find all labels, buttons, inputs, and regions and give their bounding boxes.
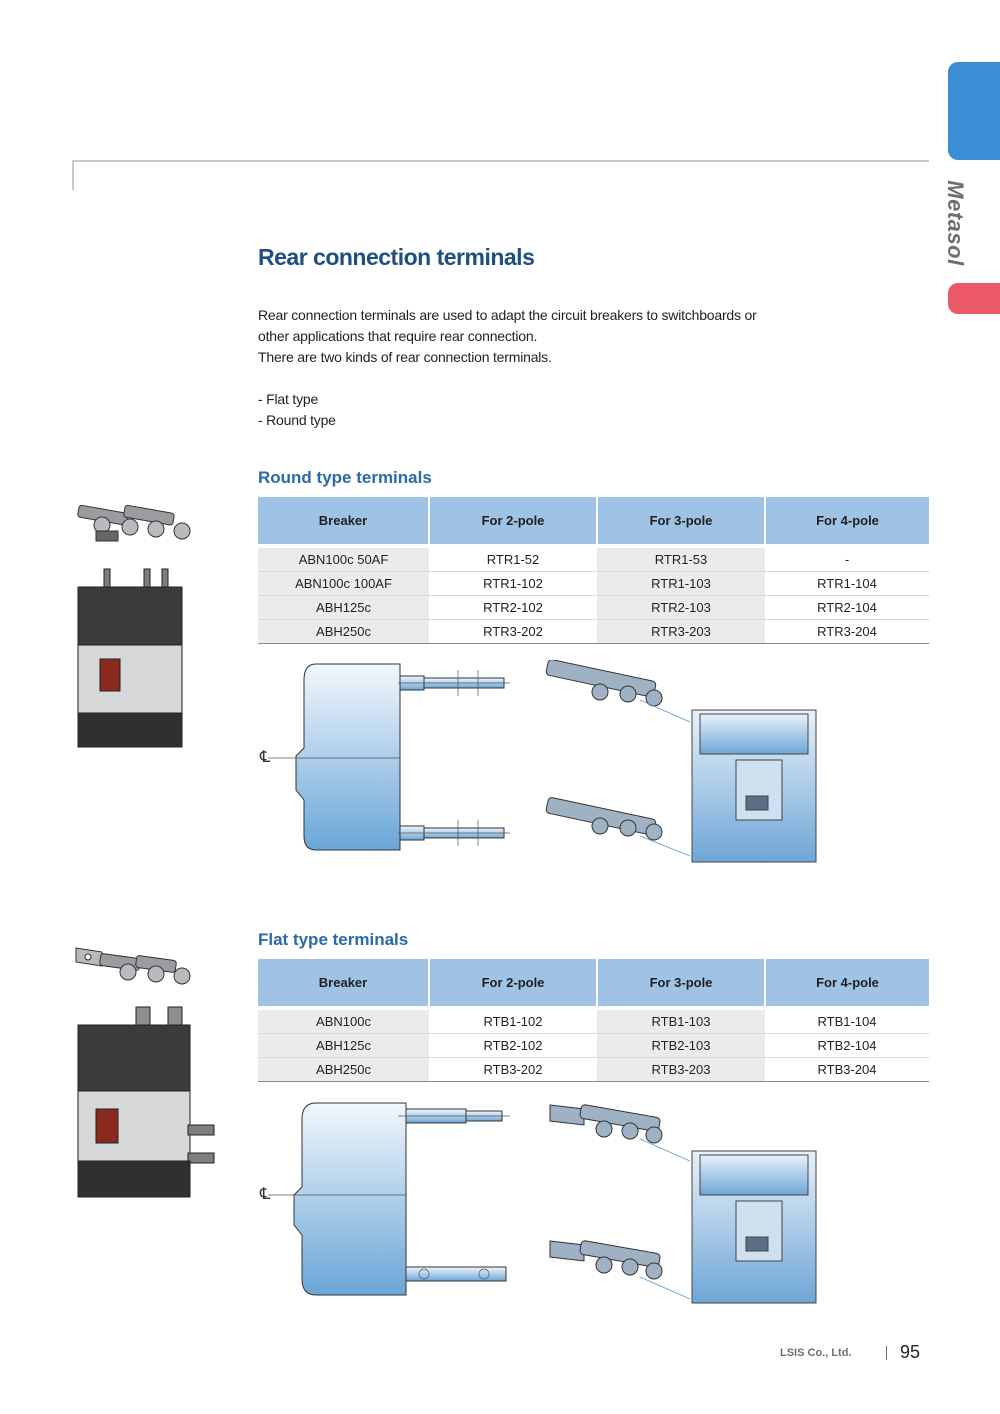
intro-line: There are two kinds of rear connection terminals. xyxy=(258,349,552,365)
flat-breaker-image xyxy=(76,1005,218,1200)
cell: RTB1-104 xyxy=(765,1010,929,1034)
header-3pole: For 3-pole xyxy=(597,497,765,544)
table-header-row xyxy=(258,497,929,544)
round-heading: Round type terminals xyxy=(258,468,432,487)
intro-line: Rear connection terminals are used to adapt the circuit breakers to switchboards or xyxy=(258,307,757,323)
cell: ABN100c 100AF xyxy=(258,572,429,596)
cell: RTR3-203 xyxy=(597,620,765,644)
header-breaker: Breaker xyxy=(258,959,429,1006)
round-table xyxy=(258,497,929,644)
intro-spacer xyxy=(258,368,818,389)
cell: RTR3-202 xyxy=(429,620,597,644)
table-row xyxy=(258,1010,929,1034)
cell: RTR1-103 xyxy=(597,572,765,596)
cell: ABN100c 50AF xyxy=(258,548,429,572)
table-row xyxy=(258,596,929,620)
cell: - xyxy=(765,548,929,572)
header-4pole: For 4-pole xyxy=(765,497,929,544)
round-exploded-view xyxy=(540,660,840,870)
side-tab-red xyxy=(948,283,1000,314)
flat-table xyxy=(258,959,929,1082)
type-list-item: - Round type xyxy=(258,412,336,428)
cell: RTR2-103 xyxy=(597,596,765,620)
cell: RTB3-203 xyxy=(597,1058,765,1082)
cell: RTB2-103 xyxy=(597,1034,765,1058)
table-row xyxy=(258,548,929,572)
footer-divider xyxy=(886,1346,887,1360)
round-dimension-drawing xyxy=(258,660,518,860)
frame-corner xyxy=(72,160,74,190)
cell: ABH125c xyxy=(258,1034,429,1058)
cell: RTR2-104 xyxy=(765,596,929,620)
header-2pole: For 2-pole xyxy=(429,959,597,1006)
cell: RTR3-204 xyxy=(765,620,929,644)
side-tab-blue xyxy=(948,62,1000,160)
header-4pole: For 4-pole xyxy=(765,959,929,1006)
round-terminal-kit-image xyxy=(72,495,194,547)
cell: ABH250c xyxy=(258,1058,429,1082)
cell: ABH250c xyxy=(258,620,429,644)
flat-dimension-drawing xyxy=(258,1095,518,1305)
table-header-row xyxy=(258,959,929,1006)
centerline-mark: ℄ xyxy=(260,1184,271,1203)
intro-line: other applications that require rear connection. xyxy=(258,328,538,344)
frame-line xyxy=(72,160,929,162)
footer-company: LSIS Co., Ltd. xyxy=(780,1347,852,1359)
cell: RTR1-102 xyxy=(429,572,597,596)
table-row xyxy=(258,620,929,644)
header-breaker: Breaker xyxy=(258,497,429,544)
centerline-mark: ℄ xyxy=(260,747,271,766)
table-row xyxy=(258,1034,929,1058)
cell: RTR1-52 xyxy=(429,548,597,572)
brand-label: Metasol xyxy=(943,180,968,266)
page-title: Rear connection terminals xyxy=(258,244,535,270)
table-row xyxy=(258,572,929,596)
cell: RTB1-102 xyxy=(429,1010,597,1034)
cell: RTB3-202 xyxy=(429,1058,597,1082)
flat-terminal-kit-image xyxy=(72,940,194,992)
flat-heading: Flat type terminals xyxy=(258,930,409,949)
type-list-item: - Flat type xyxy=(258,391,319,407)
cell: RTR1-53 xyxy=(597,548,765,572)
cell: RTB1-103 xyxy=(597,1010,765,1034)
intro-text xyxy=(258,305,818,431)
flat-exploded-view xyxy=(540,1095,840,1310)
cell: RTR1-104 xyxy=(765,572,929,596)
table-row xyxy=(258,1058,929,1082)
round-breaker-image xyxy=(76,565,188,750)
cell: RTB2-104 xyxy=(765,1034,929,1058)
page-number: 95 xyxy=(900,1342,921,1362)
cell: RTB2-102 xyxy=(429,1034,597,1058)
cell: RTB3-204 xyxy=(765,1058,929,1082)
cell: RTR2-102 xyxy=(429,596,597,620)
cell: ABN100c xyxy=(258,1010,429,1034)
cell: ABH125c xyxy=(258,596,429,620)
header-3pole: For 3-pole xyxy=(597,959,765,1006)
header-2pole: For 2-pole xyxy=(429,497,597,544)
